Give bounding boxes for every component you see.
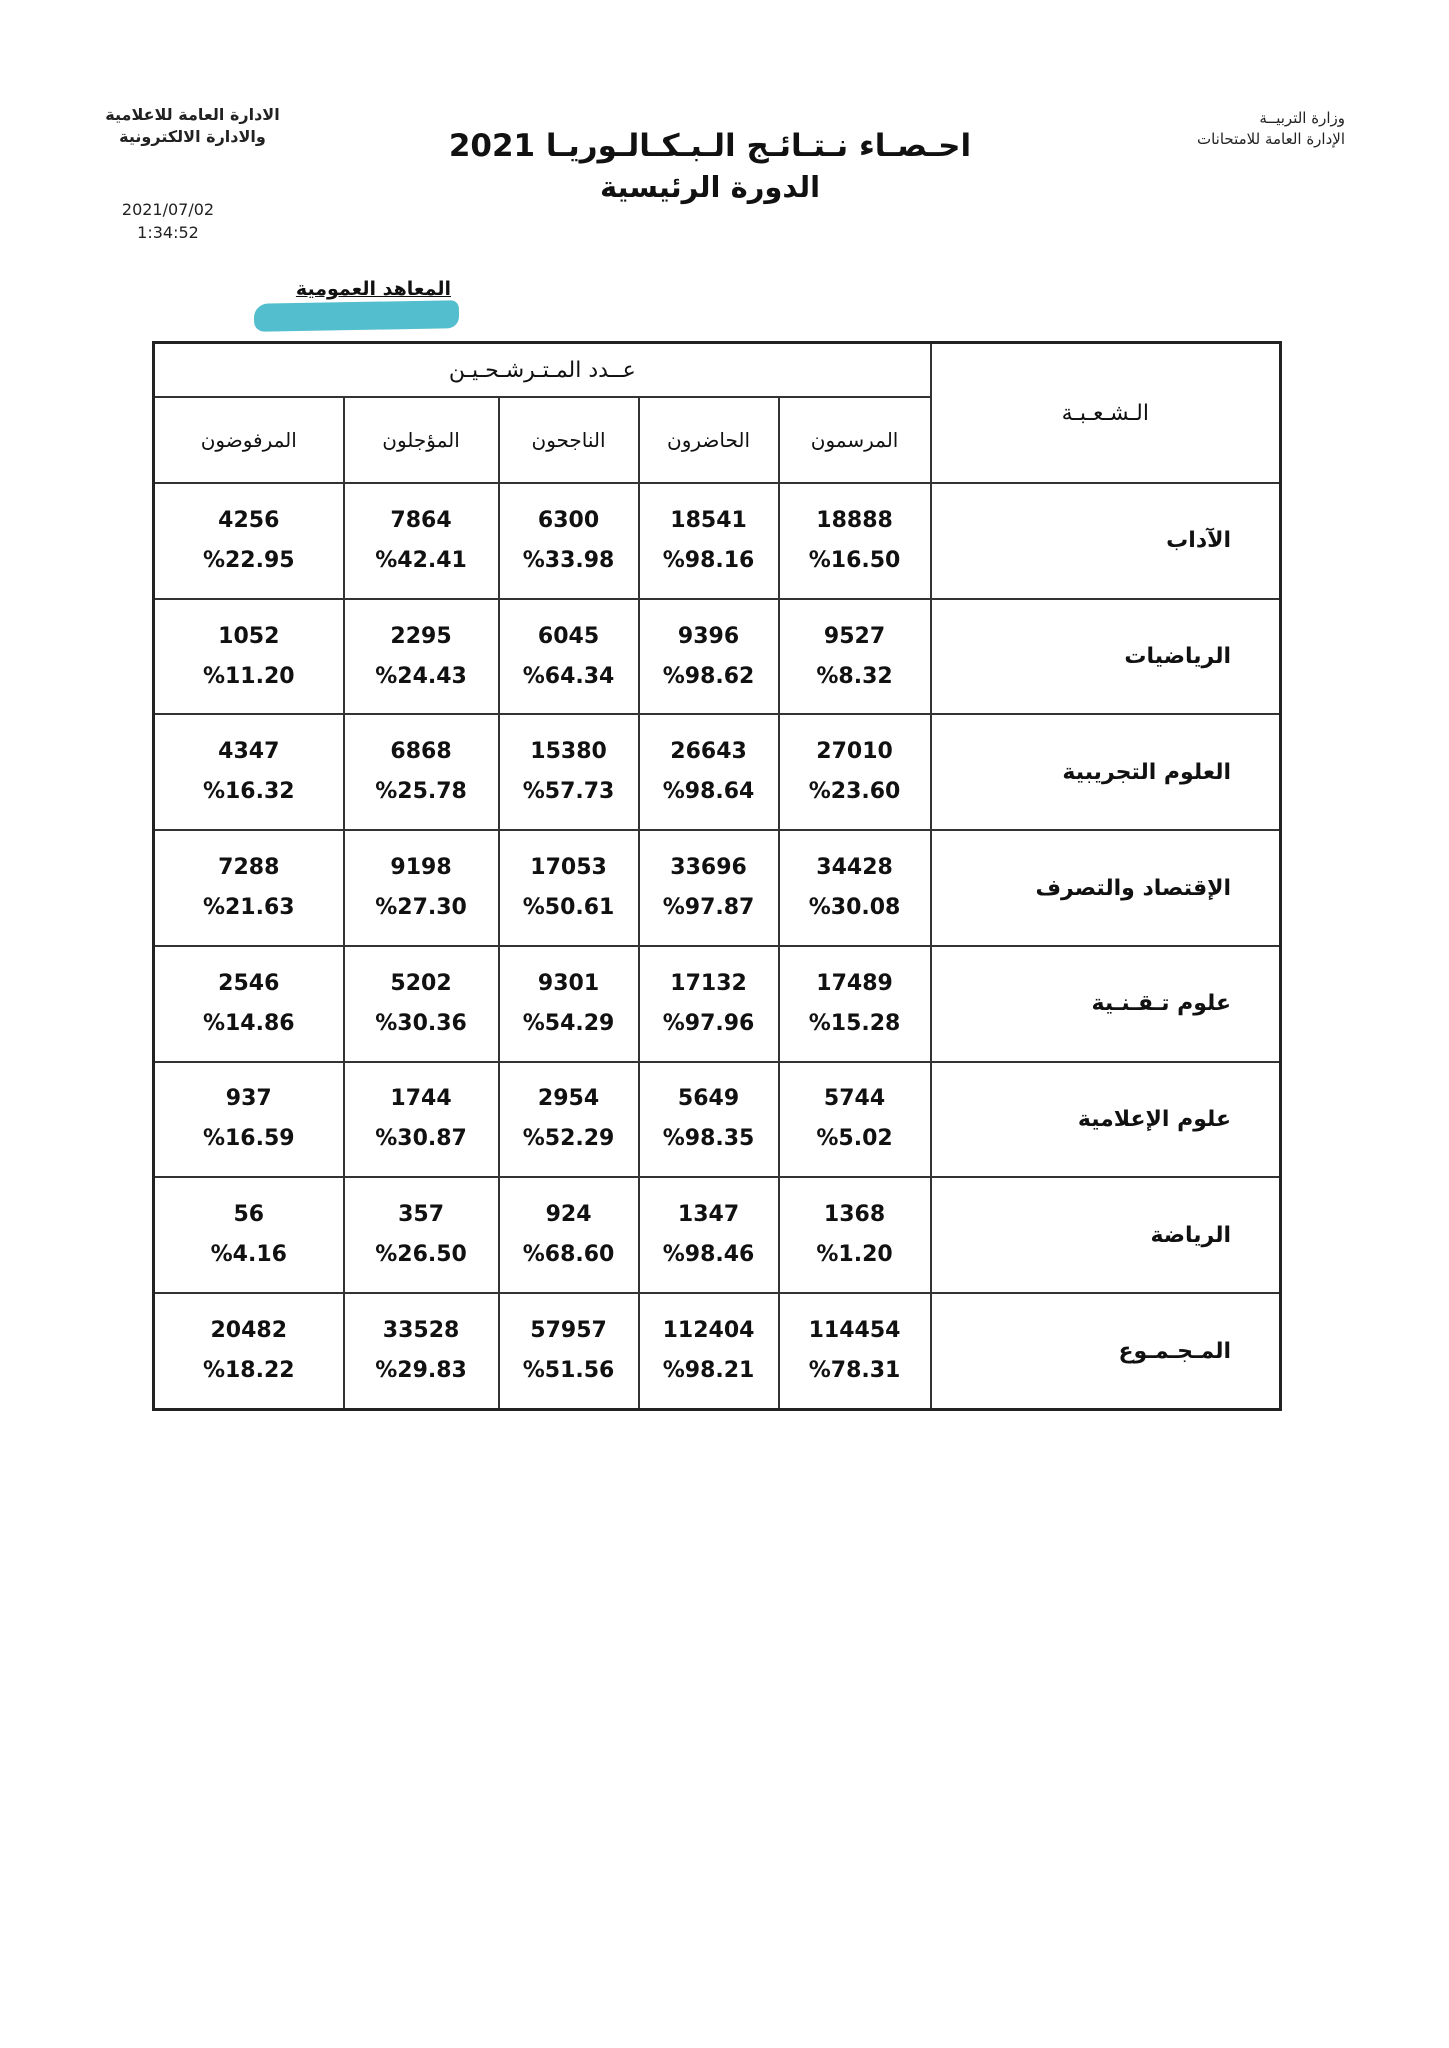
cell-percent: %16.50 [808, 547, 901, 573]
cell-percent: %16.32 [202, 779, 295, 805]
cell-percent: %50.61 [522, 895, 615, 921]
table-row [154, 830, 1281, 946]
cell-count: 9301 [537, 970, 600, 996]
cell-count: 57957 [530, 1318, 607, 1344]
candidates-group-header: عــدد المـتـرشـحـيـن [154, 343, 931, 398]
cell-count: 4347 [218, 739, 280, 765]
cell-passed [499, 830, 639, 946]
cell-rejected [154, 714, 344, 830]
cell-count: 924 [545, 1202, 592, 1228]
cell-rejected [154, 599, 344, 715]
cell-present [639, 599, 779, 715]
cell-count: 5202 [390, 970, 452, 996]
cell-registered [779, 599, 931, 715]
table-header-row [154, 343, 1281, 398]
cell-rejected [154, 1177, 344, 1293]
cell-percent: %26.50 [375, 1242, 467, 1268]
cell-present [639, 946, 779, 1062]
branch-name: علوم الإعلامية [931, 1062, 1281, 1178]
cell-count: 34428 [816, 855, 893, 881]
cell-percent: %57.73 [522, 779, 615, 805]
media-department-line1: الادارة العامة للاعلامية [105, 105, 280, 124]
cell-deferred [344, 1293, 499, 1409]
cell-percent: %64.34 [522, 663, 615, 689]
cell-percent: %30.36 [375, 1010, 467, 1036]
total-row [154, 1293, 1281, 1409]
cell-count: 15380 [530, 739, 607, 765]
cell-count: 56 [233, 1202, 265, 1228]
table-row [154, 599, 1281, 715]
print-date: 2021/07/02 [121, 200, 215, 219]
cell-count: 112404 [662, 1318, 755, 1344]
cell-present [639, 1177, 779, 1293]
cell-deferred [344, 599, 499, 715]
cell-percent: %21.63 [202, 895, 295, 921]
column-header-passed: الناجحون [499, 397, 639, 483]
cell-percent: %98.21 [662, 1358, 755, 1384]
cell-count: 4256 [218, 507, 280, 533]
cell-percent: %24.43 [375, 663, 467, 689]
column-header-deferred: المؤجلون [344, 397, 499, 483]
cell-count: 6045 [537, 623, 600, 649]
cell-percent: %97.96 [662, 1010, 755, 1036]
cell-count: 2295 [390, 623, 452, 649]
cell-deferred [344, 830, 499, 946]
cell-count: 33696 [670, 855, 747, 881]
cell-percent: %98.35 [662, 1126, 755, 1152]
table-row [154, 1177, 1281, 1293]
table-row [154, 714, 1281, 830]
cell-count: 20482 [210, 1318, 288, 1344]
cell-percent: %78.31 [808, 1358, 901, 1384]
cell-present [639, 714, 779, 830]
ministry-header [1155, 108, 1345, 150]
table-row [154, 483, 1281, 599]
section-label: المعاهد العمومية [295, 278, 451, 300]
cell-passed [499, 946, 639, 1062]
cell-count: 6300 [537, 507, 600, 533]
cell-count: 2954 [537, 1086, 600, 1112]
cell-deferred [344, 714, 499, 830]
cell-count: 1052 [218, 623, 280, 649]
table-row [154, 1062, 1281, 1178]
cell-percent: %98.64 [662, 779, 755, 805]
media-department-header [90, 104, 295, 148]
cell-count: 5744 [823, 1086, 886, 1112]
cell-count: 1368 [823, 1202, 886, 1228]
cell-rejected [154, 1062, 344, 1178]
cell-present [639, 1293, 779, 1409]
table-row [154, 946, 1281, 1062]
cell-percent: %16.59 [202, 1126, 295, 1152]
cell-percent: %68.60 [522, 1242, 615, 1268]
cell-rejected [154, 483, 344, 599]
cell-passed [499, 483, 639, 599]
cell-percent: %98.16 [662, 547, 755, 573]
cell-percent: %1.20 [816, 1242, 893, 1268]
cell-percent: %8.32 [816, 663, 893, 689]
cell-rejected [154, 1293, 344, 1409]
cell-rejected [154, 946, 344, 1062]
cell-percent: %52.29 [522, 1126, 615, 1152]
cell-percent: %51.56 [522, 1358, 615, 1384]
cell-count: 7864 [390, 507, 452, 533]
branch-name: الإقتصاد والتصرف [931, 830, 1281, 946]
cell-count: 357 [398, 1202, 445, 1228]
branch-name: الآداب [931, 483, 1281, 599]
cell-passed [499, 1293, 639, 1409]
results-table [152, 341, 1282, 1411]
cell-percent: %22.95 [202, 547, 295, 573]
cell-percent: %97.87 [662, 895, 755, 921]
cell-count: 1744 [390, 1086, 452, 1112]
cell-percent: %11.20 [202, 663, 295, 689]
cell-passed [499, 714, 639, 830]
cell-percent: %5.02 [816, 1126, 893, 1152]
exams-department: الإدارة العامة للامتحانات [1196, 130, 1345, 148]
cell-count: 17489 [816, 970, 893, 996]
cell-count: 937 [225, 1086, 272, 1112]
cell-count: 17132 [670, 970, 747, 996]
cell-count: 7288 [218, 855, 280, 881]
cell-rejected [154, 830, 344, 946]
cell-percent: %98.46 [662, 1242, 755, 1268]
ministry-name: وزارة التربيــة [1259, 109, 1345, 127]
cell-percent: %54.29 [522, 1010, 615, 1036]
cell-count: 5649 [677, 1086, 740, 1112]
cell-percent: %33.98 [522, 547, 615, 573]
column-header-registered: المرسمون [779, 397, 931, 483]
cell-present [639, 1062, 779, 1178]
cell-passed [499, 1177, 639, 1293]
cell-count: 17053 [530, 855, 607, 881]
print-time: 1:34:52 [137, 223, 199, 242]
cell-count: 18888 [816, 507, 893, 533]
cell-count: 9396 [677, 623, 740, 649]
cell-passed [499, 599, 639, 715]
cell-percent: %30.08 [808, 895, 901, 921]
page-subtitle: الدورة الرئيسية [599, 170, 821, 204]
print-timestamp [108, 198, 228, 244]
cell-deferred [344, 946, 499, 1062]
cell-percent: %29.83 [375, 1358, 467, 1384]
cell-passed [499, 1062, 639, 1178]
cell-count: 9198 [390, 855, 452, 881]
cell-present [639, 483, 779, 599]
cell-registered [779, 483, 931, 599]
cell-count: 26643 [670, 739, 747, 765]
cell-percent: %27.30 [375, 895, 467, 921]
branch-name: الرياضة [931, 1177, 1281, 1293]
branch-name: العلوم التجريبية [931, 714, 1281, 830]
cell-registered [779, 946, 931, 1062]
cell-count: 6868 [390, 739, 452, 765]
total-label: المـجـمـوع [931, 1293, 1281, 1409]
cell-registered [779, 830, 931, 946]
column-header-present: الحاضرون [639, 397, 779, 483]
cell-present [639, 830, 779, 946]
cell-count: 33528 [382, 1318, 460, 1344]
cell-count: 9527 [823, 623, 886, 649]
cell-registered [779, 1177, 931, 1293]
page-title: احـصـاء نـتـائـج الـبـكـالـوريـا 2021 [448, 128, 972, 164]
cell-percent: %14.86 [202, 1010, 295, 1036]
cell-registered [779, 1062, 931, 1178]
cell-percent: %4.16 [210, 1242, 287, 1268]
column-header-rejected: المرفوضون [154, 397, 344, 483]
cell-count: 2546 [218, 970, 280, 996]
section-heading [254, 278, 459, 336]
highlighter-mark [254, 300, 459, 332]
cell-percent: %98.62 [662, 663, 755, 689]
branch-column-header: الـشـعـبـة [931, 343, 1281, 484]
cell-registered [779, 1293, 931, 1409]
cell-registered [779, 714, 931, 830]
cell-percent: %15.28 [808, 1010, 901, 1036]
branch-name: الرياضيات [931, 599, 1281, 715]
cell-count: 1347 [677, 1202, 740, 1228]
cell-deferred [344, 1177, 499, 1293]
cell-deferred [344, 1062, 499, 1178]
cell-percent: %18.22 [202, 1358, 295, 1384]
cell-percent: %23.60 [808, 779, 901, 805]
cell-count: 27010 [816, 739, 893, 765]
cell-percent: %30.87 [375, 1126, 467, 1152]
cell-deferred [344, 483, 499, 599]
branch-name: علوم تـقـنـية [931, 946, 1281, 1062]
cell-count: 18541 [670, 507, 747, 533]
cell-count: 114454 [808, 1318, 901, 1344]
cell-percent: %42.41 [375, 547, 467, 573]
cell-percent: %25.78 [375, 779, 467, 805]
media-department-line2: والادارة الالكترونية [119, 127, 266, 146]
